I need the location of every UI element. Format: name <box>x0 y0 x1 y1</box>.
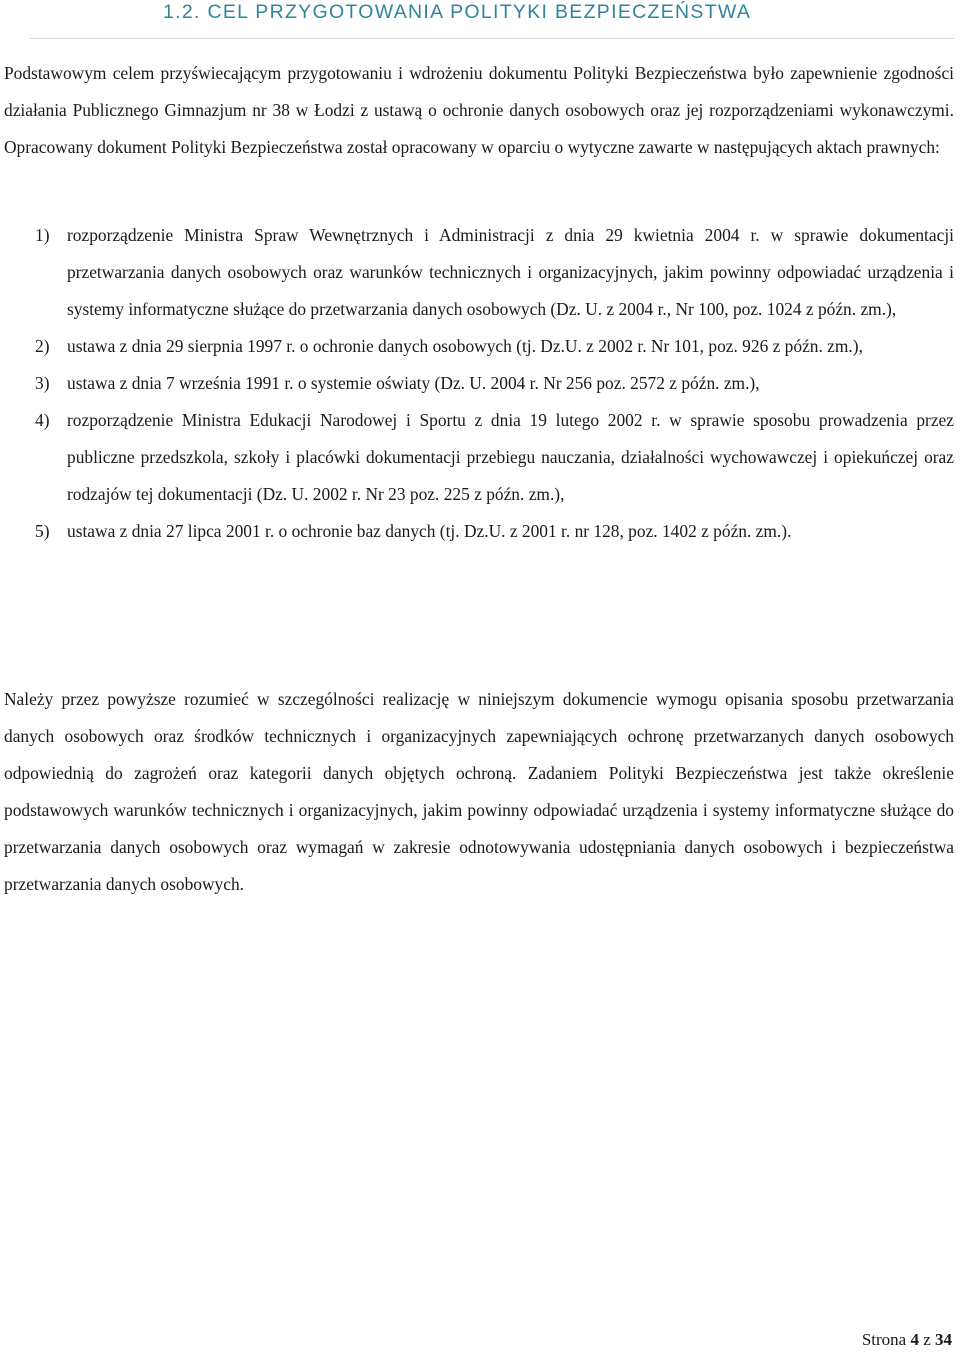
closing-paragraph: Należy przez powyższe rozumieć w szczególności realizację w niniejszym dokumencie wymogu opisania sposobu przetwarzania danych osobowych oraz środków technicznych i organizacyjnych zapewniających ochronę przetwarzanych danych osobowych odpowiednią do zagrożeń oraz kategorii danych objętych ochroną. Zadaniem Polityki Bezpieczeństwa jest także określenie podstawowych warunków technicznych i organizacyjnych, jakim powinny odpowiadać urządzenia i systemy informatyczne służące do przetwarzania danych osobowych oraz wymagań w zakresie odnotowywania udostępniania danych osobowych i bezpieczeństwa przetwarzania danych osobowych. <box>4 689 954 894</box>
of-word: z <box>923 1330 931 1349</box>
page-footer <box>862 1330 952 1350</box>
page-word: Strona <box>861 1330 907 1349</box>
current-page-number: 4 <box>910 1330 919 1349</box>
legal-acts-list <box>0 217 954 550</box>
list-item <box>0 365 954 402</box>
list-item-number: 4) <box>35 410 50 430</box>
list-item-text: ustawa z dnia 7 września 1991 r. o systemie oświaty (Dz. U. 2004 r. Nr 256 poz. 2572 z późn. zm.), <box>67 373 760 393</box>
list-item-text: ustawa z dnia 29 sierpnia 1997 r. o ochronie danych osobowych (tj. Dz.U. z 2002 r. Nr 101, poz. 926 z późn. zm.), <box>67 336 863 356</box>
list-item <box>0 217 954 328</box>
total-pages-number: 34 <box>935 1330 952 1349</box>
heading-divider <box>30 38 954 39</box>
section-heading: 1.2. CEL PRZYGOTOWANIA POLITYKI BEZPIECZEŃSTWA <box>163 1 752 23</box>
list-item-number: 1) <box>35 225 50 245</box>
list-item <box>0 402 954 513</box>
list-item-text: rozporządzenie Ministra Edukacji Narodowej i Sportu z dnia 19 lutego 2002 r. w sprawie sposobu prowadzenia przez publiczne przedszkola, szkoły i placówki dokumentacji przebiegu nauczania, działalności wychowawczej i opiekuńczej oraz rodzajów tej dokumentacji (Dz. U. 2002 r. Nr 23 poz. 225 z późn. zm.), <box>67 410 954 504</box>
list-item-number: 5) <box>35 521 50 541</box>
list-item-number: 3) <box>35 373 50 393</box>
list-item-number: 2) <box>35 336 50 356</box>
list-item-text: rozporządzenie Ministra Spraw Wewnętrznych i Administracji z dnia 29 kwietnia 2004 r. w sprawie dokumentacji przetwarzania danych osobowych oraz warunków technicznych i organizacyjnych, jakim powinny odpowiadać urządzenia i systemy informatyczne służące do przetwarzania danych osobowych (Dz. U. z 2004 r., Nr 100, poz. 1024 z późn. zm.), <box>67 225 954 319</box>
intro-paragraph: Podstawowym celem przyświecającym przygotowaniu i wdrożeniu dokumentu Polityki Bezpieczeństwa było zapewnienie zgodności działania Publicznego Gimnazjum nr 38 w Łodzi z ustawą o ochronie danych osobowych oraz jej rozporządzeniami wykonawczymi. Opracowany dokument Polityki Bezpieczeństwa został opracowany w oparciu o wytyczne zawarte w następujących aktach prawnych: <box>4 63 954 157</box>
list-item-text: ustawa z dnia 27 lipca 2001 r. o ochronie baz danych (tj. Dz.U. z 2001 r. nr 128, poz. 1402 z późn. zm.). <box>67 521 792 541</box>
list-item <box>0 513 954 550</box>
list-item <box>0 328 954 365</box>
